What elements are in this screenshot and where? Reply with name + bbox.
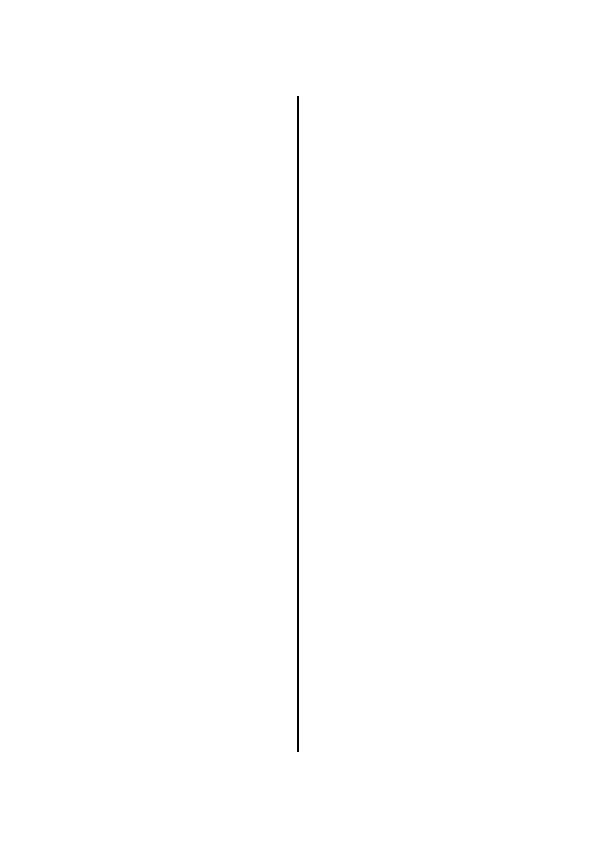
right-column — [308, 96, 508, 110]
column-divider — [297, 96, 299, 752]
left-column — [83, 96, 287, 116]
